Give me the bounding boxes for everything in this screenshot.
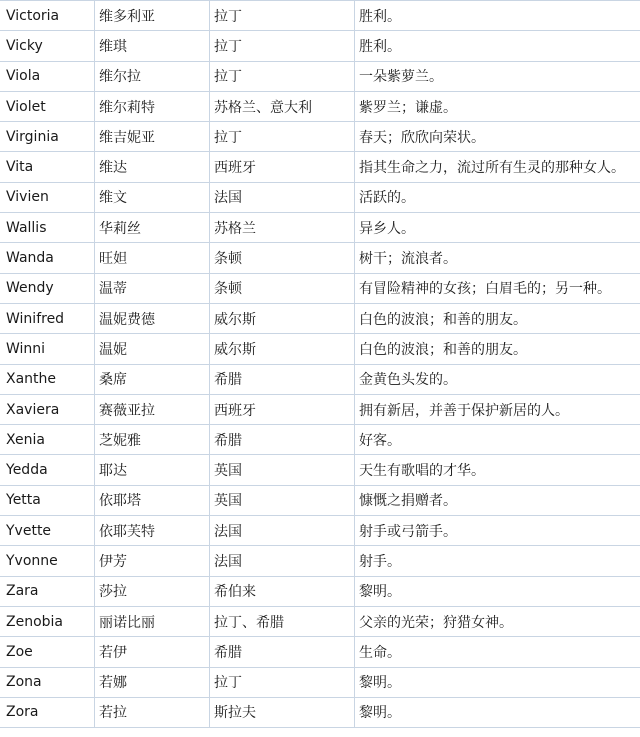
table-row bbox=[0, 243, 640, 273]
english-name-cell: Zoe bbox=[0, 637, 95, 667]
english-name-cell: Zara bbox=[0, 576, 95, 606]
table-row bbox=[0, 364, 640, 394]
table-row bbox=[0, 152, 640, 182]
english-name-cell: Xaviera bbox=[0, 394, 95, 424]
table-row bbox=[0, 182, 640, 212]
table-row bbox=[0, 697, 640, 727]
table-row bbox=[0, 61, 640, 91]
english-name-cell: Yvonne bbox=[0, 546, 95, 576]
meaning-cell: 射手或弓箭手。 bbox=[355, 516, 640, 546]
table-row bbox=[0, 637, 640, 667]
english-name-cell: Winifred bbox=[0, 303, 95, 333]
chinese-name-cell: 温妮 bbox=[95, 334, 210, 364]
english-name-cell: Xenia bbox=[0, 425, 95, 455]
chinese-name-cell: 赛薇亚拉 bbox=[95, 394, 210, 424]
meaning-cell: 胜利。 bbox=[355, 1, 640, 31]
origin-cell: 斯拉夫 bbox=[210, 697, 355, 727]
origin-cell: 拉丁 bbox=[210, 31, 355, 61]
meaning-cell: 拥有新居，并善于保护新居的人。 bbox=[355, 394, 640, 424]
origin-cell: 英国 bbox=[210, 485, 355, 515]
meaning-cell: 父亲的光荣；狩猎女神。 bbox=[355, 606, 640, 636]
table-row bbox=[0, 91, 640, 121]
meaning-cell: 一朵紫萝兰。 bbox=[355, 61, 640, 91]
origin-cell: 苏格兰 bbox=[210, 213, 355, 243]
chinese-name-cell: 伊芳 bbox=[95, 546, 210, 576]
chinese-name-cell: 温蒂 bbox=[95, 273, 210, 303]
origin-cell: 希腊 bbox=[210, 364, 355, 394]
table-row bbox=[0, 546, 640, 576]
table-row bbox=[0, 122, 640, 152]
english-name-cell: Yvette bbox=[0, 516, 95, 546]
table-row bbox=[0, 516, 640, 546]
chinese-name-cell: 若伊 bbox=[95, 637, 210, 667]
english-name-cell: Yetta bbox=[0, 485, 95, 515]
chinese-name-cell: 旺妲 bbox=[95, 243, 210, 273]
chinese-name-cell: 维尔拉 bbox=[95, 61, 210, 91]
english-name-cell: Zenobia bbox=[0, 606, 95, 636]
chinese-name-cell: 维达 bbox=[95, 152, 210, 182]
english-name-cell: Viola bbox=[0, 61, 95, 91]
table-row bbox=[0, 455, 640, 485]
english-name-cell: Wendy bbox=[0, 273, 95, 303]
origin-cell: 条顿 bbox=[210, 273, 355, 303]
chinese-name-cell: 维文 bbox=[95, 182, 210, 212]
meaning-cell: 有冒险精神的女孩；白眉毛的；另一种。 bbox=[355, 273, 640, 303]
chinese-name-cell: 温妮费德 bbox=[95, 303, 210, 333]
table-row bbox=[0, 667, 640, 697]
meaning-cell: 黎明。 bbox=[355, 576, 640, 606]
chinese-name-cell: 依耶塔 bbox=[95, 485, 210, 515]
chinese-name-cell: 耶达 bbox=[95, 455, 210, 485]
meaning-cell: 活跃的。 bbox=[355, 182, 640, 212]
table-row bbox=[0, 606, 640, 636]
meaning-cell: 树干；流浪者。 bbox=[355, 243, 640, 273]
english-name-cell: Vivien bbox=[0, 182, 95, 212]
english-name-cell: Xanthe bbox=[0, 364, 95, 394]
english-name-cell: Victoria bbox=[0, 1, 95, 31]
origin-cell: 法国 bbox=[210, 546, 355, 576]
meaning-cell: 慷慨之捐赠者。 bbox=[355, 485, 640, 515]
names-table-body bbox=[0, 1, 640, 728]
meaning-cell: 黎明。 bbox=[355, 667, 640, 697]
table-row bbox=[0, 303, 640, 333]
origin-cell: 希腊 bbox=[210, 637, 355, 667]
table-row bbox=[0, 273, 640, 303]
meaning-cell: 指其生命之力，流过所有生灵的那种女人。 bbox=[355, 152, 640, 182]
table-row bbox=[0, 394, 640, 424]
english-name-cell: Wallis bbox=[0, 213, 95, 243]
meaning-cell: 白色的波浪；和善的朋友。 bbox=[355, 334, 640, 364]
table-row bbox=[0, 334, 640, 364]
origin-cell: 法国 bbox=[210, 182, 355, 212]
origin-cell: 西班牙 bbox=[210, 152, 355, 182]
english-name-cell: Winni bbox=[0, 334, 95, 364]
origin-cell: 拉丁 bbox=[210, 61, 355, 91]
origin-cell: 法国 bbox=[210, 516, 355, 546]
english-name-cell: Wanda bbox=[0, 243, 95, 273]
english-name-cell: Virginia bbox=[0, 122, 95, 152]
meaning-cell: 异乡人。 bbox=[355, 213, 640, 243]
chinese-name-cell: 芝妮雅 bbox=[95, 425, 210, 455]
chinese-name-cell: 桑席 bbox=[95, 364, 210, 394]
chinese-name-cell: 维琪 bbox=[95, 31, 210, 61]
origin-cell: 拉丁、希腊 bbox=[210, 606, 355, 636]
table-row bbox=[0, 31, 640, 61]
chinese-name-cell: 维尔莉特 bbox=[95, 91, 210, 121]
english-name-cell: Yedda bbox=[0, 455, 95, 485]
chinese-name-cell: 华莉丝 bbox=[95, 213, 210, 243]
meaning-cell: 生命。 bbox=[355, 637, 640, 667]
english-name-cell: Vita bbox=[0, 152, 95, 182]
meaning-cell: 胜利。 bbox=[355, 31, 640, 61]
table-row bbox=[0, 213, 640, 243]
english-name-cell: Zora bbox=[0, 697, 95, 727]
origin-cell: 威尔斯 bbox=[210, 334, 355, 364]
origin-cell: 拉丁 bbox=[210, 667, 355, 697]
origin-cell: 条顿 bbox=[210, 243, 355, 273]
meaning-cell: 白色的波浪；和善的朋友。 bbox=[355, 303, 640, 333]
origin-cell: 希腊 bbox=[210, 425, 355, 455]
meaning-cell: 天生有歌唱的才华。 bbox=[355, 455, 640, 485]
table-row bbox=[0, 425, 640, 455]
meaning-cell: 紫罗兰；谦虚。 bbox=[355, 91, 640, 121]
english-name-cell: Zona bbox=[0, 667, 95, 697]
chinese-name-cell: 莎拉 bbox=[95, 576, 210, 606]
chinese-name-cell: 若拉 bbox=[95, 697, 210, 727]
origin-cell: 希伯来 bbox=[210, 576, 355, 606]
table-row bbox=[0, 485, 640, 515]
meaning-cell: 黎明。 bbox=[355, 697, 640, 727]
origin-cell: 西班牙 bbox=[210, 394, 355, 424]
origin-cell: 英国 bbox=[210, 455, 355, 485]
origin-cell: 拉丁 bbox=[210, 122, 355, 152]
chinese-name-cell: 丽诺比丽 bbox=[95, 606, 210, 636]
chinese-name-cell: 维多利亚 bbox=[95, 1, 210, 31]
english-name-cell: Violet bbox=[0, 91, 95, 121]
chinese-name-cell: 若娜 bbox=[95, 667, 210, 697]
origin-cell: 拉丁 bbox=[210, 1, 355, 31]
table-row bbox=[0, 1, 640, 31]
origin-cell: 威尔斯 bbox=[210, 303, 355, 333]
origin-cell: 苏格兰、意大利 bbox=[210, 91, 355, 121]
meaning-cell: 好客。 bbox=[355, 425, 640, 455]
chinese-name-cell: 维吉妮亚 bbox=[95, 122, 210, 152]
english-name-cell: Vicky bbox=[0, 31, 95, 61]
table-row bbox=[0, 576, 640, 606]
meaning-cell: 射手。 bbox=[355, 546, 640, 576]
chinese-name-cell: 依耶芙特 bbox=[95, 516, 210, 546]
meaning-cell: 春天；欣欣向荣状。 bbox=[355, 122, 640, 152]
meaning-cell: 金黄色头发的。 bbox=[355, 364, 640, 394]
